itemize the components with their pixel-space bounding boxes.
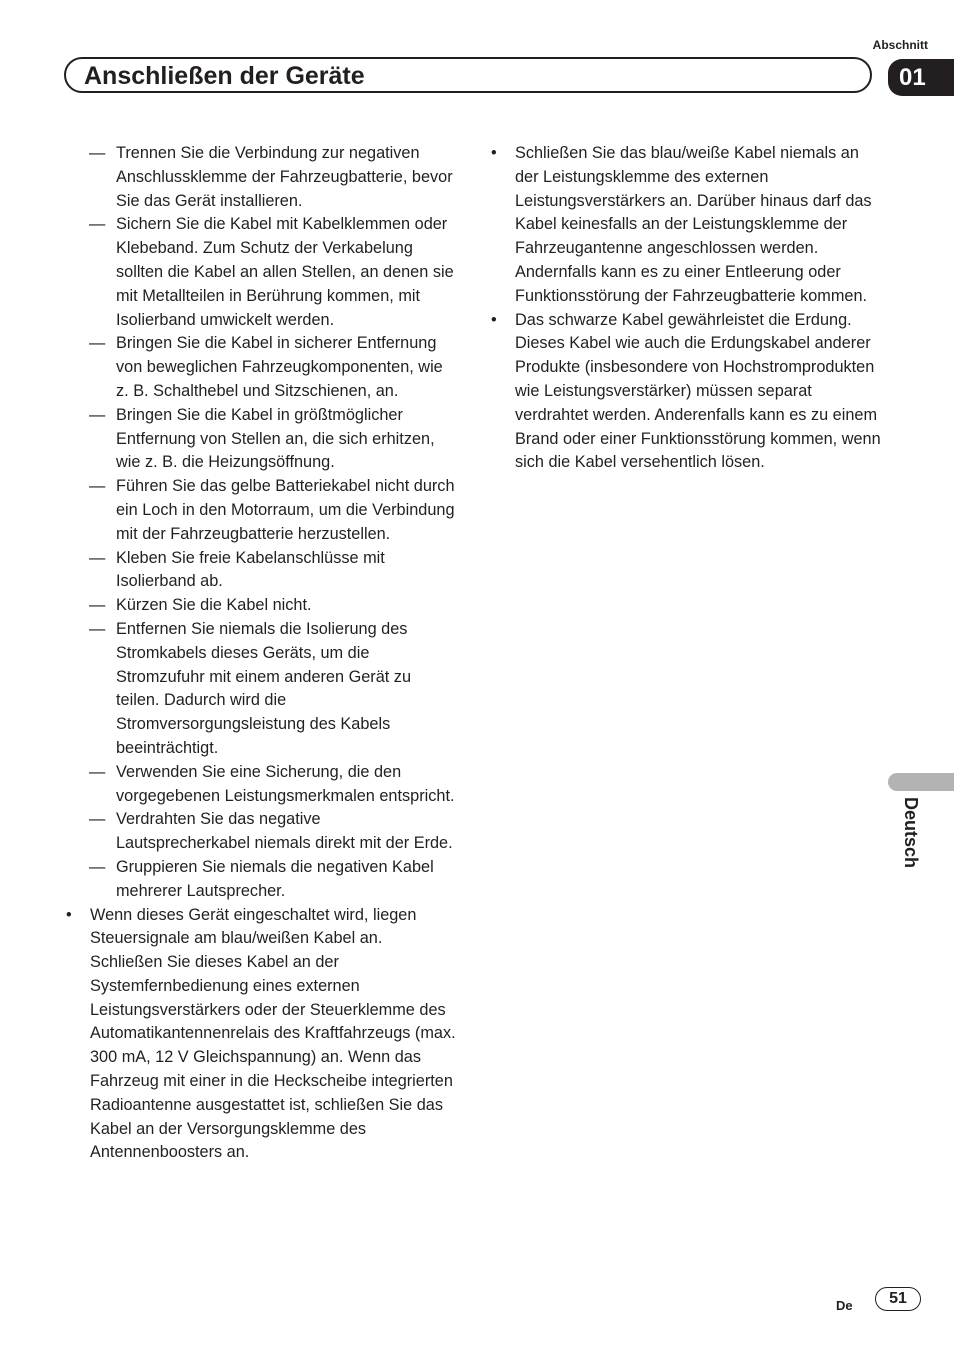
dash-marker: —: [89, 857, 106, 876]
list-item-text: Entfernen Sie niemals die Isolierung des Stromkabels dieses Geräts, um die Stromzufuhr mit einem anderen Gerät zu teilen. Dadurch wird die Stromversorgungsleistung des Kabels beeinträchtigt.: [116, 619, 412, 757]
dash-marker: —: [89, 215, 106, 234]
language-tab-label: Deutsch: [901, 797, 921, 869]
bullet-marker: •: [66, 905, 72, 924]
dash-marker: —: [89, 405, 106, 424]
language-tab-marker: [888, 773, 954, 791]
list-item-text: Sichern Sie die Kabel mit Kabelklemmen oder Klebeband. Zum Schutz der Verkabelung sollten die Kabel an allen Stellen, an denen sie mit Metallteilen in Berührung kommen, mit Isolierband umwickelt werden.: [116, 215, 454, 329]
list-item-text: Kleben Sie freie Kabelanschlüsse mit Isolierband ab.: [116, 548, 385, 591]
bullet-marker: •: [491, 310, 497, 329]
list-item: [62, 213, 458, 332]
list-item-text: Kürzen Sie die Kabel nicht.: [116, 596, 312, 615]
dash-marker: —: [89, 619, 106, 638]
list-item-text: Bringen Sie die Kabel in größtmöglicher Entfernung von Stellen an, die sich erhitzen, wie z. B. die Heizungsöffnung.: [116, 405, 435, 472]
left-column: [62, 142, 458, 1165]
list-item-text: Gruppieren Sie niemals die negativen Kabel mehrerer Lautsprecher.: [116, 857, 434, 900]
list-item-text: Das schwarze Kabel gewährleistet die Erdung. Dieses Kabel wie auch die Erdungskabel anderer Produkte (insbesondere von Hochstromprodukten wie Leistungsverstärker) müssen separat verdrahtet werden. Anderenfalls kann es zu einem Brand oder einer Funktionsstörung kommen, wenn sich die Kabel versehentlich lösen.: [515, 310, 881, 472]
list-item: [62, 808, 458, 856]
bullet-list: [62, 904, 458, 1166]
dash-marker: —: [89, 810, 106, 829]
list-item: [62, 475, 458, 546]
dash-marker: —: [89, 548, 106, 567]
list-item-text: Verdrahten Sie das negative Lautsprecherkabel niemals direkt mit der Erde.: [116, 810, 453, 853]
list-item: [62, 618, 458, 761]
footer-language-code: De: [836, 1298, 853, 1313]
list-item: [62, 761, 458, 809]
bullet-list: [487, 142, 885, 475]
list-item: [62, 404, 458, 475]
page-title: Anschließen der Geräte: [84, 62, 365, 90]
list-item: [62, 904, 458, 1166]
dash-marker: —: [89, 596, 106, 615]
bullet-marker: •: [491, 144, 497, 162]
page-number: 51: [875, 1287, 921, 1311]
dash-marker: —: [89, 477, 106, 496]
dash-list: [62, 142, 458, 904]
dash-marker: —: [89, 762, 106, 781]
list-item-text: Bringen Sie die Kabel in sicherer Entfernung von beweglichen Fahrzeugkomponenten, wie z. B. Schalthebel und Sitzschienen, an.: [116, 334, 443, 400]
list-item: [62, 332, 458, 403]
list-item-text: Führen Sie das gelbe Batteriekabel nicht durch ein Loch in den Motorraum, um die Verbindung mit der Fahrzeugbatterie herzustellen.: [116, 477, 455, 543]
list-item: [62, 142, 458, 213]
list-item: [62, 594, 458, 618]
list-item: [487, 309, 885, 476]
list-item-text: Schließen Sie das blau/weiße Kabel niemals an der Leistungsklemme des externen Leistungsverstärkers an. Darüber hinaus darf das Kabel keinesfalls an der Leistungsklemme der Fahrzeugantenne angeschlossen werden. Andernfalls kann es zu einer Entleerung oder Funktionsstörung der Fahrzeugbatterie kommen.: [515, 144, 872, 305]
list-item: [487, 142, 885, 309]
list-item-text: Wenn dieses Gerät eingeschaltet wird, liegen Steuersignale am blau/weißen Kabel an. Schließen Sie dieses Kabel an der Systemfernbedienung eines externen Leistungsverstärkers oder der Steuerklemme des Automatikantennenrelais des Kraftfahrzeugs (max. 300 mA, 12 V Gleichspannung) an. Wenn das Fahrzeug mit einer in die Heckscheibe integrierten Radioantenne ausgestattet ist, schließen Sie das Kabel an der Versorgungsklemme des Antennenboosters an.: [90, 905, 456, 1162]
list-item-text: Verwenden Sie eine Sicherung, die den vorgegebenen Leistungsmerkmalen entspricht.: [116, 762, 455, 805]
right-column: [487, 142, 885, 475]
list-item-text: Trennen Sie die Verbindung zur negativen Anschlussklemme der Fahrzeugbatterie, bevor Sie das Gerät installieren.: [116, 144, 453, 210]
dash-marker: —: [89, 144, 106, 162]
list-item: [62, 547, 458, 595]
section-number-tab: 01: [888, 59, 954, 96]
dash-marker: —: [89, 334, 106, 353]
section-label: Abschnitt: [872, 38, 928, 52]
list-item: [62, 856, 458, 904]
